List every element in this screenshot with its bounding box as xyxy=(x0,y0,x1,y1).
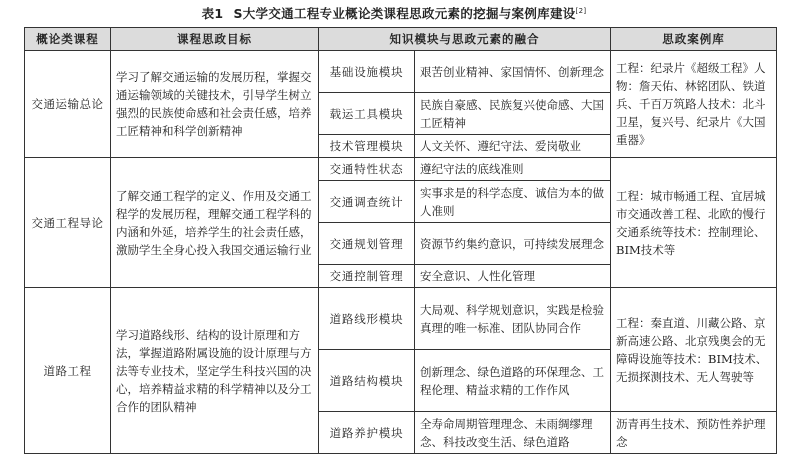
module-elements: 实事求是的科学态度、诚信为本的做人准则 xyxy=(415,181,611,223)
course-name: 道路工程 xyxy=(25,288,111,454)
header-course: 概论类课程 xyxy=(25,28,111,51)
module-elements: 全寿命周期管理理念、未雨绸缪理念、科技改变生活、绿色道路 xyxy=(415,412,611,454)
course-name: 交通运输总论 xyxy=(25,51,111,158)
course-table xyxy=(24,27,777,454)
module-name: 道路养护模块 xyxy=(319,412,415,454)
module-elements: 艰苦创业精神、家国情怀、创新理念 xyxy=(415,51,611,93)
module-elements: 大局观、科学规划意识，实践是检验真理的唯一标准、团队协同合作 xyxy=(415,288,611,350)
module-name: 交通特性状态 xyxy=(319,158,415,181)
case-library-extra: 沥青再生技术、预防性养护理念 xyxy=(611,412,777,454)
module-name: 交通规划管理 xyxy=(319,223,415,265)
module-name: 载运工具模块 xyxy=(319,93,415,135)
header-cases: 思政案例库 xyxy=(611,28,777,51)
course-goal: 了解交通工程学的定义、作用及交通工程学的发展历程，理解交通工程学科的内涵和外延，培养学生的社会责任感，激励学生全身心投入我国交通运输行业 xyxy=(111,158,319,288)
table-number: 表1 xyxy=(201,6,224,21)
table-row xyxy=(25,51,777,93)
table-row xyxy=(25,158,777,181)
module-name: 道路结构模块 xyxy=(319,350,415,412)
module-elements: 民族自豪感、民族复兴使命感、大国工匠精神 xyxy=(415,93,611,135)
module-name: 交通调查统计 xyxy=(319,181,415,223)
header-modules: 知识模块与思政元素的融合 xyxy=(319,28,611,51)
case-library: 工程：城市畅通工程、宜居城市交通改善工程、北欧的慢行交通系统等技术：控制理论、BIM技术等 xyxy=(611,158,777,288)
table-row xyxy=(25,288,777,350)
module-elements: 安全意识、人性化管理 xyxy=(415,265,611,288)
case-library: 工程：秦直道、川藏公路、京新高速公路、北京残奥会的无障碍设施等技术：BIM技术、无损探测技术、无人驾驶等 xyxy=(611,288,777,412)
module-elements: 遵纪守法的底线准则 xyxy=(415,158,611,181)
header-goal: 课程思政目标 xyxy=(111,28,319,51)
course-name: 交通工程导论 xyxy=(25,158,111,288)
table-title: S大学交通工程专业概论类课程思政元素的挖掘与案例库建设 xyxy=(233,6,576,21)
header-row xyxy=(25,28,777,51)
course-goal: 学习道路线形、结构的设计原理和方法，掌握道路附属设施的设计原理与方法等专业技术，坚定学生科技兴国的决心，培养精益求精的科学精神以及分工合作的团队精神 xyxy=(111,288,319,454)
module-elements: 资源节约集约意识，可持续发展理念 xyxy=(415,223,611,265)
case-library: 工程：纪录片《超级工程》人物：詹天佑、林铭团队、铁道兵、千百万筑路人技术：北斗卫星，复兴号、纪录片《大国重器》 xyxy=(611,51,777,158)
table-caption xyxy=(0,4,788,22)
course-goal: 学习了解交通运输的发展历程，掌握交通运输领域的关键技术，引导学生树立强烈的民族使命感和社会责任感，培养工匠精神和科学创新精神 xyxy=(111,51,319,158)
module-name: 技术管理模块 xyxy=(319,135,415,158)
module-elements: 创新理念、绿色道路的环保理念、工程伦理、精益求精的工作作风 xyxy=(415,350,611,412)
module-name: 道路线形模块 xyxy=(319,288,415,350)
module-elements: 人文关怀、遵纪守法、爱岗敬业 xyxy=(415,135,611,158)
reference-marker: [2] xyxy=(575,6,587,15)
module-name: 交通控制管理 xyxy=(319,265,415,288)
module-name: 基础设施模块 xyxy=(319,51,415,93)
